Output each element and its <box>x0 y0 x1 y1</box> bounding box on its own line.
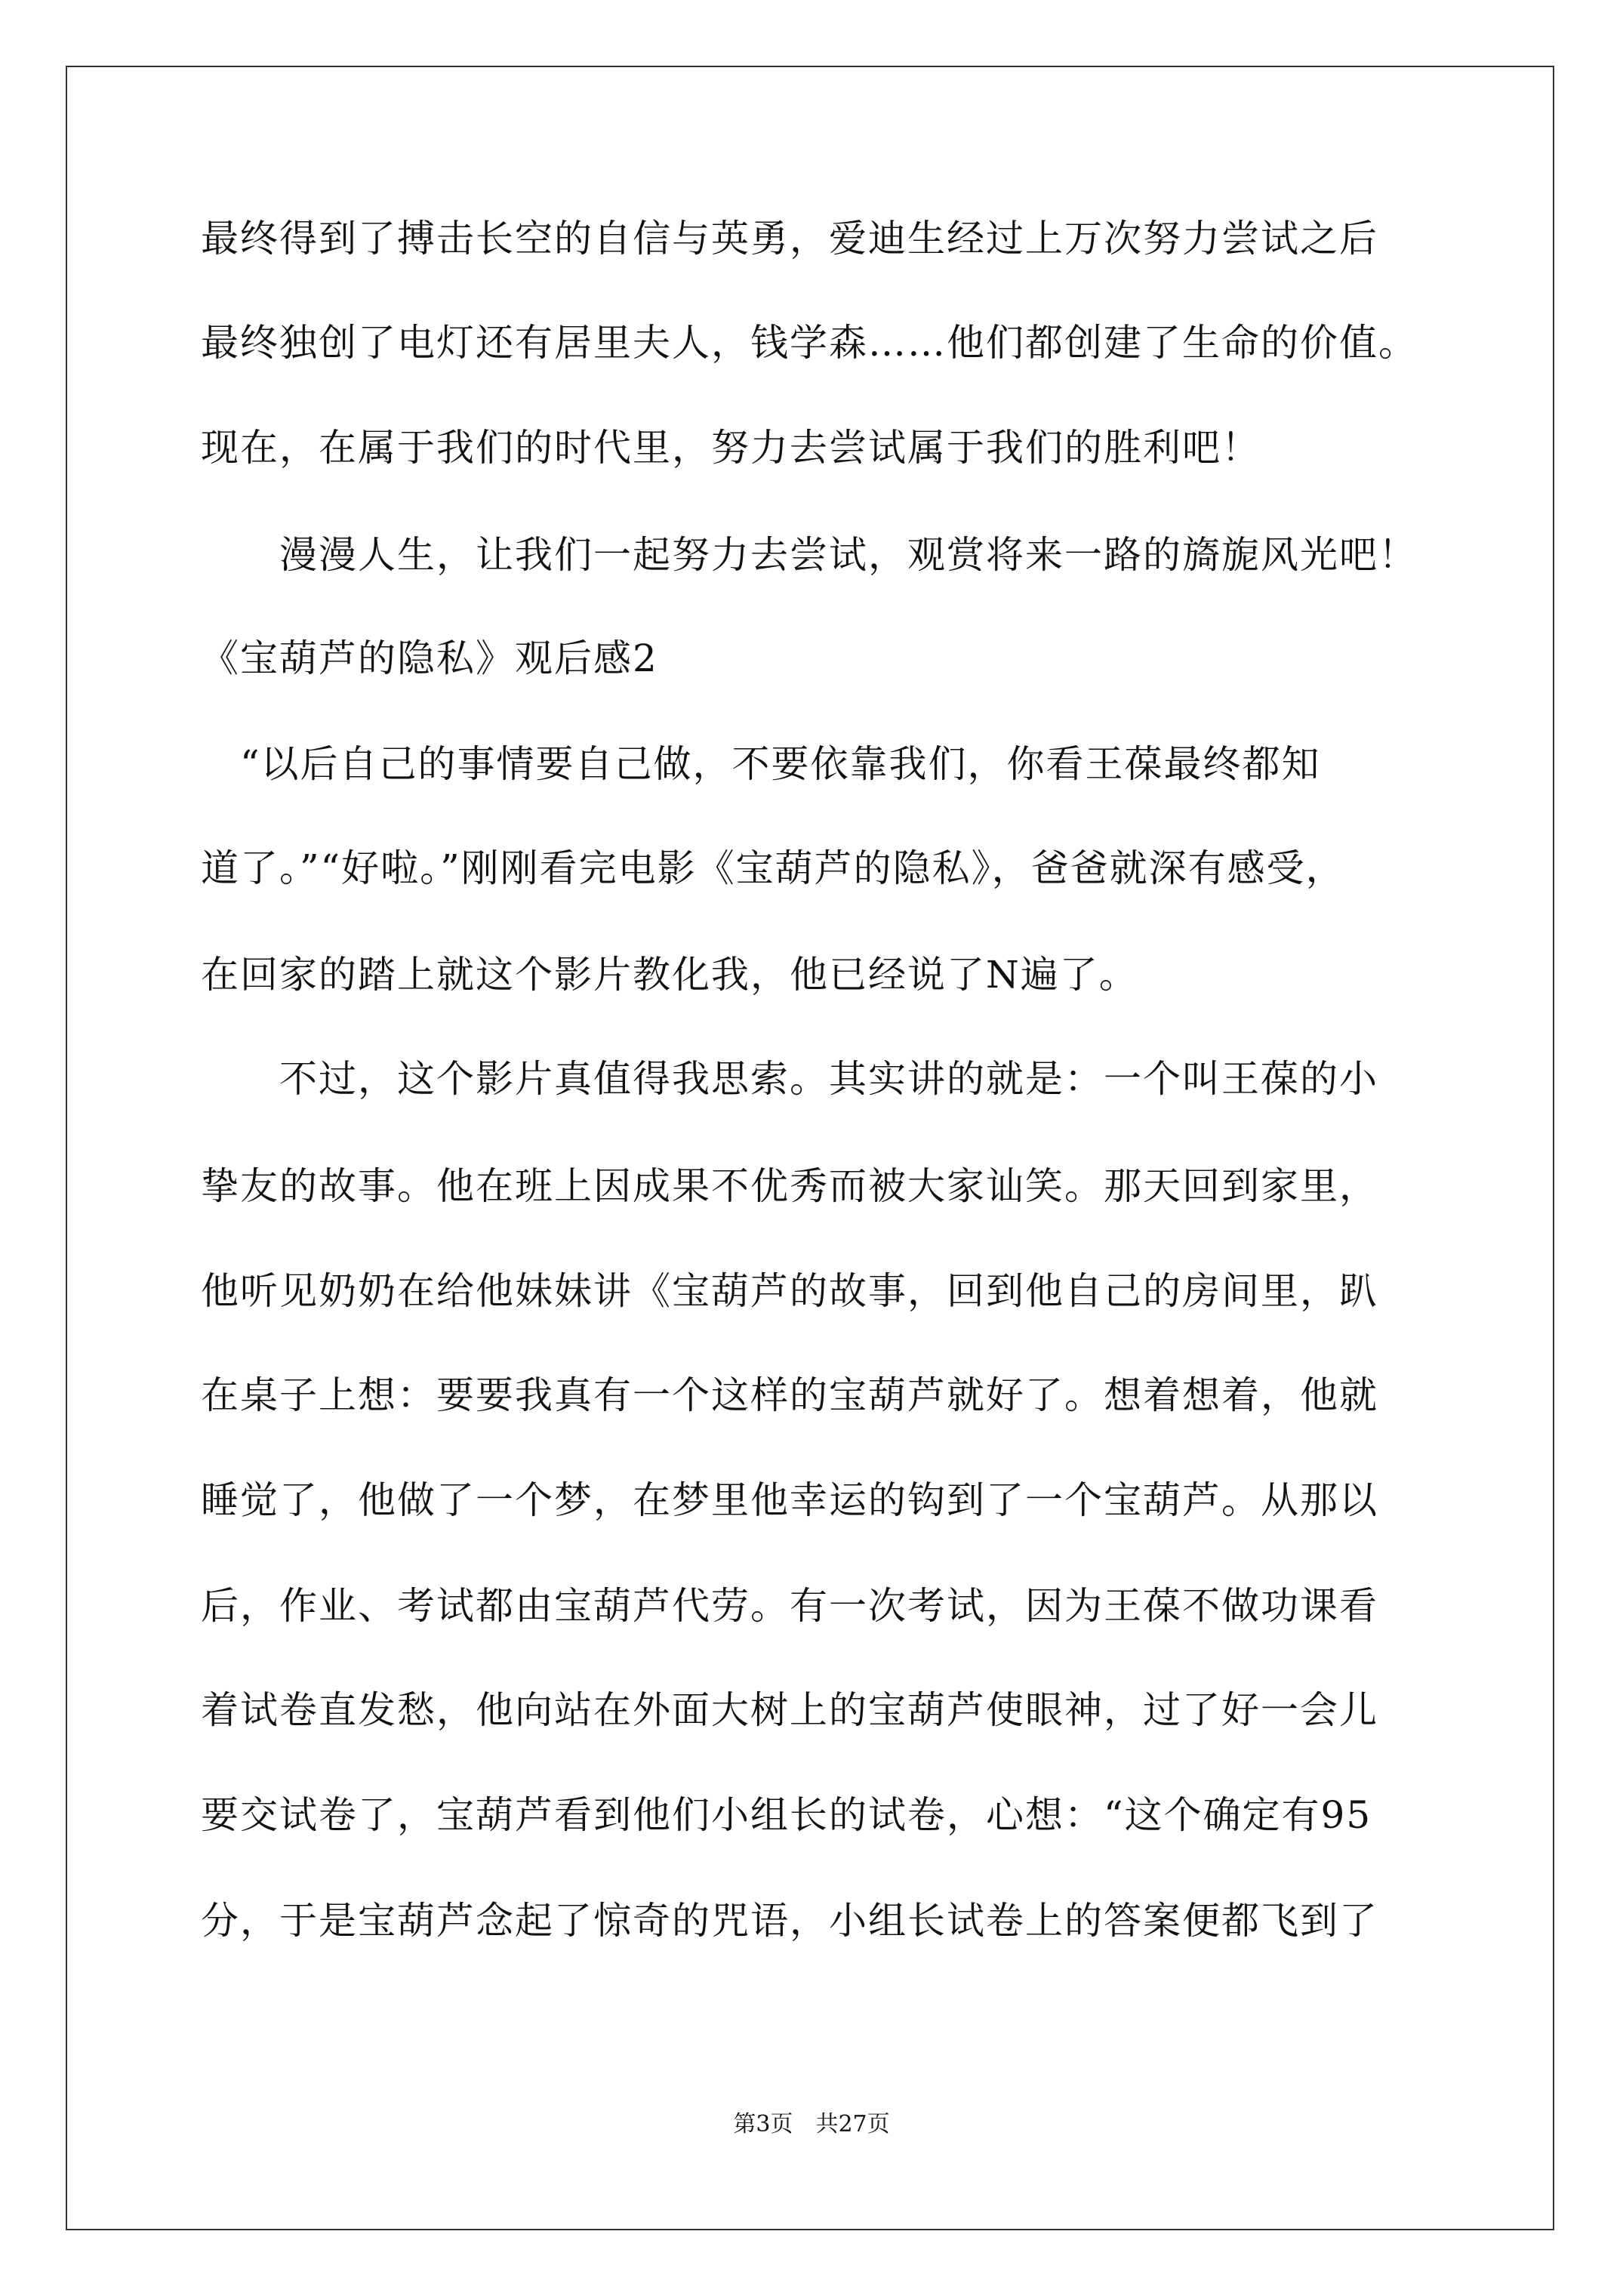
text-line: 挚友的故事。他在班上因成果不优秀而被大家讪笑。那天回到家里， <box>201 1164 1378 1208</box>
text-line: 道了。”“好啦。”刚刚看完电影《宝葫芦的隐私》，爸爸就深有感受， <box>201 846 1345 890</box>
text-line: “以后自己的事情要自己做，不要依靠我们，你看王葆最终都知 <box>201 742 1321 786</box>
text-line: 在桌子上想：要要我真有一个这样的宝葫芦就好了。想着想着，他就 <box>201 1373 1378 1417</box>
text-line: 最终独创了电灯还有居里夫人，钱学森……他们都创建了生命的价值。 <box>201 321 1418 365</box>
text-line: 在回家的踏上就这个影片教化我，他已经说了N遍了。 <box>201 953 1138 997</box>
text-line: 他听见奶奶在给他妹妹讲《宝葫芦的故事，回到他自己的房间里，趴 <box>201 1269 1378 1313</box>
text-line: 要交试卷了，宝葫芦看到他们小组长的试卷，心想：“这个确定有95 <box>201 1793 1372 1837</box>
text-line: 后，作业、考试都由宝葫芦代劳。有一次考试，因为王葆不做功课看 <box>201 1584 1378 1628</box>
section-title: 《宝葫芦的隐私》观后感2 <box>201 636 658 680</box>
text-line: 漫漫人生，让我们一起努力去尝试，观赏将来一路的旖旎风光吧！ <box>201 533 1418 577</box>
text-line: 现在，在属于我们的时代里，努力去尝试属于我们的胜利吧！ <box>201 426 1261 470</box>
text-line: 不过，这个影片真值得我思索。其实讲的就是：一个叫王葆的小 <box>201 1057 1378 1101</box>
text-line: 分，于是宝葫芦念起了惊奇的咒语，小组长试卷上的答案便都飞到了 <box>201 1899 1378 1943</box>
text-line: 睡觉了，他做了一个梦，在梦里他幸运的钩到了一个宝葫芦。从那以 <box>201 1478 1378 1522</box>
text-line: 最终得到了搏击长空的自信与英勇，爱迪生经过上万次努力尝试之后 <box>201 217 1378 260</box>
page-number: 第3页 共27页 <box>733 2111 890 2137</box>
text-line: 着试卷直发愁，他向站在外面大树上的宝葫芦使眼神，过了好一会儿 <box>201 1688 1378 1732</box>
